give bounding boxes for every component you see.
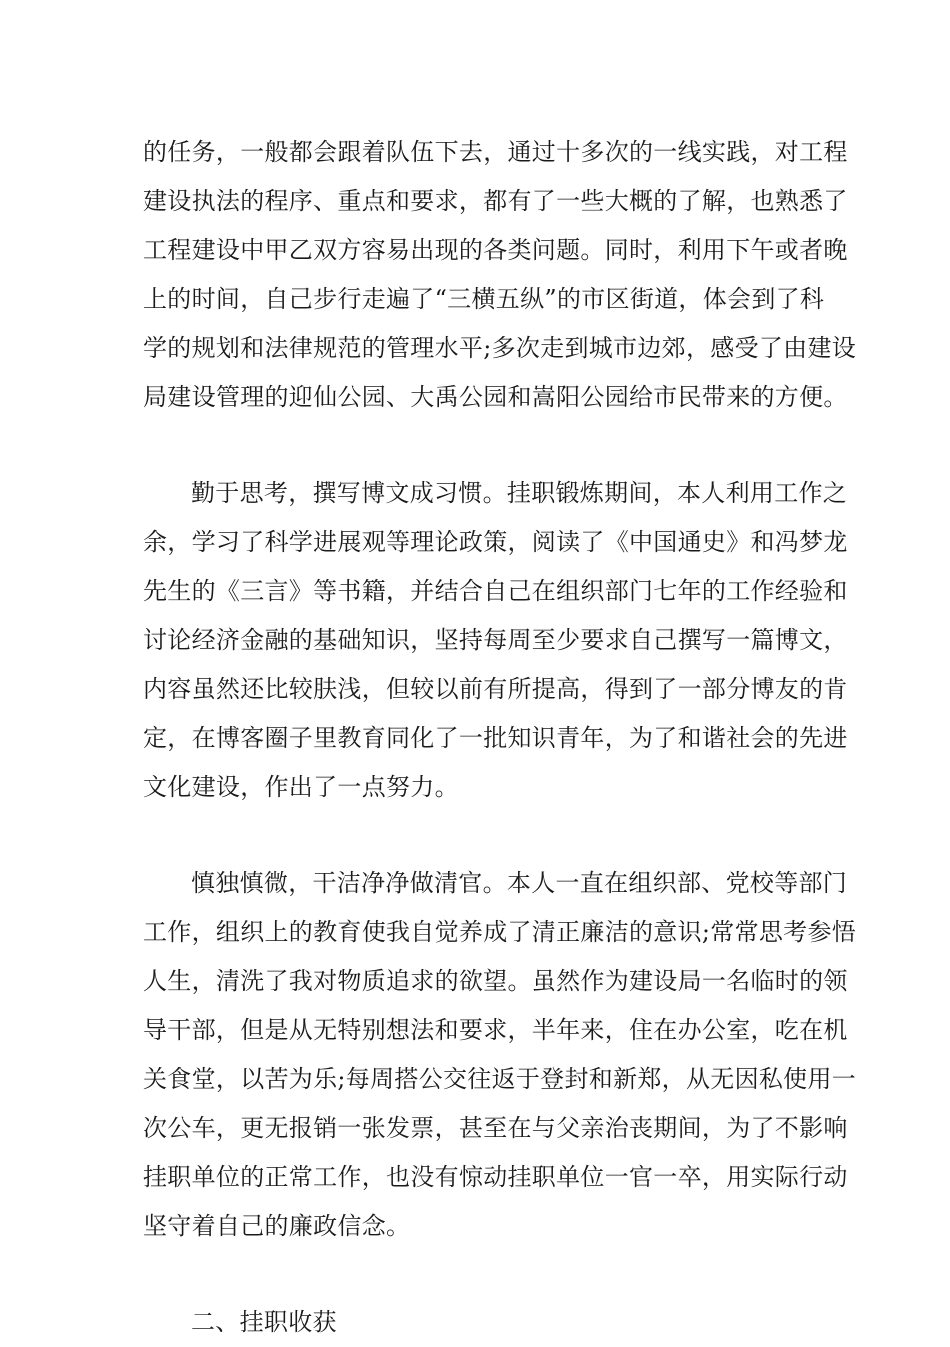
paragraph-line: 建设执法的程序、重点和要求，都有了一些大概的了解，也熟悉了 — [143, 187, 848, 215]
section-heading — [143, 1298, 808, 1347]
paragraph-line: 学的规划和法律规范的管理水平;多次走到城市边郊，感受了由建设 — [143, 334, 857, 362]
paragraph-line: 工程建设中甲乙双方容易出现的各类问题。同时，利用下午或者晚 — [143, 236, 848, 264]
paragraph-line: 先生的《三言》等书籍，并结合自己在组织部门七年的工作经验和 — [143, 577, 848, 605]
paragraph-line: 定，在博客圈子里教育同化了一批知识青年，为了和谐社会的先进 — [143, 724, 848, 752]
paragraph-line: 局建设管理的迎仙公园、大禹公园和嵩阳公园给市民带来的方便。 — [143, 383, 848, 411]
paragraph-line: 坚守着自己的廉政信念。 — [143, 1212, 411, 1240]
paragraph-line: 次公车，更无报销一张发票，甚至在与父亲治丧期间，为了不影响 — [143, 1114, 848, 1142]
paragraph-1 — [143, 128, 857, 422]
paragraph-line: 人生，清洗了我对物质追求的欲望。虽然作为建设局一名临时的领 — [143, 967, 848, 995]
paragraph-line: 文化建设，作出了一点努力。 — [143, 773, 459, 801]
paragraph-3 — [143, 859, 857, 1251]
document-body — [143, 128, 857, 1347]
paragraph-line: 关食堂，以苦为乐;每周搭公交往返于登封和新郑，从无因私使用一 — [143, 1065, 857, 1093]
paragraph-2 — [143, 469, 848, 812]
paragraph-line: 的任务，一般都会跟着队伍下去，通过十多次的一线实践，对工程 — [143, 138, 848, 166]
section-heading-text: 二、挂职收获 — [191, 1308, 337, 1336]
paragraph-line: 慎独慎微，干洁净净做清官。本人一直在组织部、党校等部门 — [191, 869, 848, 897]
paragraph-line: 余，学习了科学进展观等理论政策，阅读了《中国通史》和冯梦龙 — [143, 528, 848, 556]
paragraph-line: 导干部，但是从无特别想法和要求，半年来，住在办公室，吃在机 — [143, 1016, 848, 1044]
paragraph-line: 勤于思考，撰写博文成习惯。挂职锻炼期间，本人利用工作之 — [191, 479, 848, 507]
paragraph-line: 工作，组织上的教育使我自觉养成了清正廉洁的意识;常常思考参悟 — [143, 918, 857, 946]
paragraph-line: 讨论经济金融的基础知识，坚持每周至少要求自己撰写一篇博文， — [143, 626, 848, 654]
paragraph-line: 内容虽然还比较肤浅，但较以前有所提高，得到了一部分博友的肯 — [143, 675, 848, 703]
paragraph-line: 上的时间，自己步行走遍了“三横五纵”的市区街道，体会到了科 — [143, 285, 825, 313]
paragraph-line: 挂职单位的正常工作，也没有惊动挂职单位一官一卒，用实际行动 — [143, 1163, 848, 1191]
